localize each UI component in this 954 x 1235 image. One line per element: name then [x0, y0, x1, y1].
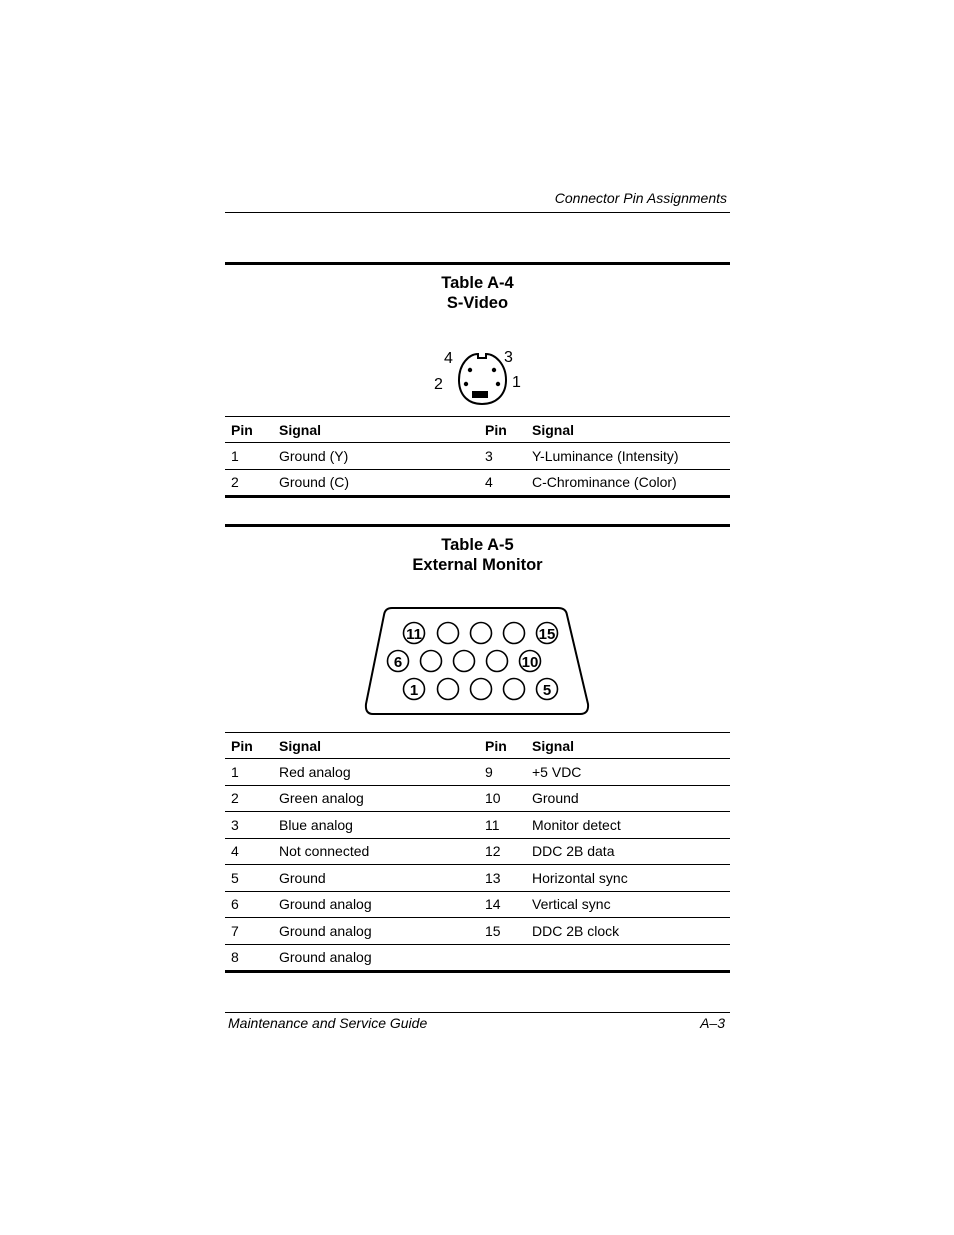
vga-pin: [438, 679, 459, 700]
footer-page-number: A–3: [700, 1015, 725, 1031]
pin-cell: 1: [225, 759, 279, 786]
signal-cell: Ground: [532, 785, 730, 812]
table-row: [225, 812, 730, 839]
svideo-pin: [468, 368, 472, 372]
pin-cell: 6: [225, 891, 279, 918]
vga-pin: [487, 651, 508, 672]
table-a5: [225, 732, 730, 973]
column-header-signal: Signal: [532, 417, 730, 443]
vga-connector-diagram: [225, 575, 730, 732]
table-a4-block: [225, 262, 730, 498]
table-row: [225, 944, 730, 972]
signal-cell: DDC 2B clock: [532, 918, 730, 945]
table-row: [225, 469, 730, 497]
signal-cell: +5 VDC: [532, 759, 730, 786]
vga-pin: [438, 623, 459, 644]
signal-cell: Not connected: [279, 838, 483, 865]
pin-cell: 5: [225, 865, 279, 892]
pin-cell: 15: [483, 918, 532, 945]
column-header-pin: Pin: [225, 733, 279, 759]
vga-connector-figure: [225, 575, 730, 732]
signal-cell: Blue analog: [279, 812, 483, 839]
signal-cell: Ground analog: [279, 918, 483, 945]
pin-cell: 9: [483, 759, 532, 786]
vga-pin: [504, 623, 525, 644]
table-row: [225, 838, 730, 865]
pin-cell: 2: [225, 469, 279, 497]
svideo-key: [472, 391, 488, 398]
table-row: [225, 785, 730, 812]
pin-cell: 3: [225, 812, 279, 839]
table-row: [225, 443, 730, 470]
svideo-pin-label: 4: [444, 350, 453, 367]
table-row: [225, 759, 730, 786]
signal-cell: Y-Luminance (Intensity): [532, 443, 730, 470]
column-header-signal: Signal: [532, 733, 730, 759]
table-header-row: [225, 733, 730, 759]
pin-cell: 4: [483, 469, 532, 497]
pin-cell: 13: [483, 865, 532, 892]
table-a5-label: Table A-5: [441, 536, 514, 554]
pin-cell: 1: [225, 443, 279, 470]
table-row: [225, 865, 730, 892]
column-header-signal: Signal: [279, 417, 483, 443]
column-header-pin: Pin: [225, 417, 279, 443]
pin-cell: [483, 944, 532, 972]
column-header-pin: Pin: [483, 417, 532, 443]
table-a5-caption: [225, 535, 730, 575]
pin-cell: 4: [225, 838, 279, 865]
pin-cell: 11: [483, 812, 532, 839]
pin-cell: 3: [483, 443, 532, 470]
vga-pin-label: 1: [409, 682, 419, 699]
table-header-row: [225, 417, 730, 443]
vga-pin: [471, 623, 492, 644]
signal-cell: [532, 944, 730, 972]
signal-cell: Ground (Y): [279, 443, 483, 470]
table-row: [225, 891, 730, 918]
pin-cell: 14: [483, 891, 532, 918]
running-header: [225, 190, 730, 213]
pin-cell: 2: [225, 785, 279, 812]
svideo-pin: [464, 382, 468, 386]
table-a4-title: S-Video: [446, 294, 509, 312]
table-a4-label: Table A-4: [441, 274, 514, 292]
vga-pin-label: 15: [538, 626, 556, 643]
pin-cell: 12: [483, 838, 532, 865]
vga-pin: [504, 679, 525, 700]
signal-cell: C-Chrominance (Color): [532, 469, 730, 497]
vga-pin-label: 10: [521, 654, 539, 671]
table-a4: [225, 416, 730, 498]
vga-pin: [421, 651, 442, 672]
svideo-connector-figure: [225, 313, 730, 416]
running-header-title: Connector Pin Assignments: [554, 190, 727, 206]
vga-pin: [471, 679, 492, 700]
signal-cell: DDC 2B data: [532, 838, 730, 865]
pin-cell: 10: [483, 785, 532, 812]
footer-guide-title: Maintenance and Service Guide: [228, 1015, 428, 1031]
vga-pin-label: 11: [406, 626, 422, 643]
svideo-connector-diagram: [225, 313, 730, 416]
svideo-pin-label: 1: [512, 374, 521, 391]
table-a5-top-rule: [225, 524, 730, 527]
table-a4-top-rule: [225, 262, 730, 265]
svideo-pin-label: 3: [504, 349, 513, 366]
svideo-pin: [496, 382, 500, 386]
signal-cell: Monitor detect: [532, 812, 730, 839]
column-header-signal: Signal: [279, 733, 483, 759]
svideo-pin-label: 2: [434, 376, 443, 393]
signal-cell: Vertical sync: [532, 891, 730, 918]
column-header-pin: Pin: [483, 733, 532, 759]
table-a4-caption: [225, 273, 730, 313]
pin-cell: 7: [225, 918, 279, 945]
svideo-pin: [492, 368, 496, 372]
running-footer: [225, 1012, 730, 1031]
table-row: [225, 918, 730, 945]
signal-cell: Ground analog: [279, 891, 483, 918]
table-a5-title: External Monitor: [412, 556, 543, 574]
signal-cell: Ground: [279, 865, 483, 892]
signal-cell: Horizontal sync: [532, 865, 730, 892]
pin-cell: 8: [225, 944, 279, 972]
signal-cell: Red analog: [279, 759, 483, 786]
vga-pin-label: 5: [542, 682, 552, 699]
vga-pin: [454, 651, 475, 672]
table-a5-block: [225, 524, 730, 973]
signal-cell: Ground (C): [279, 469, 483, 497]
vga-pin-label: 6: [393, 654, 403, 671]
signal-cell: Green analog: [279, 785, 483, 812]
signal-cell: Ground analog: [279, 944, 483, 972]
